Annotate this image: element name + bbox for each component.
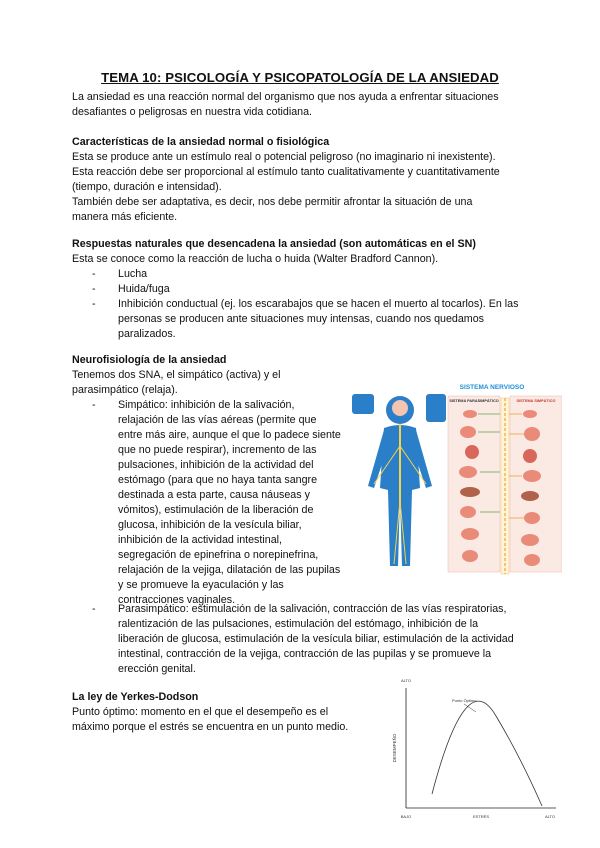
parasimpatico-line: intestinal, contracción de la vejiga, contracción de las pupilas y se promueve la (118, 648, 492, 660)
bullet-dash: - (92, 603, 96, 615)
figure-title: SISTEMA NERVIOSO (459, 384, 525, 391)
simpatico-line: pulsaciones, inhibición de la actividad del (118, 459, 314, 471)
simpatico-line: relajación de la vejiga, dilatación de las pupilas (118, 564, 341, 576)
parasimpatico-line: erección genital. (118, 663, 196, 675)
section-heading-caracteristicas: Características de la ansiedad normal o fisiológica (72, 136, 330, 148)
section3-intro: Tenemos dos SNA, el simpático (activa) y el (72, 369, 281, 381)
performance-curve (432, 701, 542, 806)
bullet-huida: Huida/fuga (118, 283, 170, 295)
bullet-inhibicion-cont: paralizados. (118, 328, 176, 340)
section-heading-yerkes-dodson: La ley de Yerkes-Dodson (72, 691, 199, 703)
intro-line-1: La ansiedad es una reacción normal del organismo que nos ayuda a enfrentar situaciones (72, 91, 499, 103)
section1-line: Esta se produce ante un estímulo real o potencial peligroso (no imaginario ni inexistente). (72, 151, 496, 163)
bullet-inhibicion: Inhibición conductual (ej. los escarabajos que se hacen el muerto al tocarlos). En las (118, 298, 519, 310)
parasimpatico-line: liberación de glucosa, estimulación de la vesícula biliar, estimulación de la actividad (118, 633, 514, 645)
sympathetic-header: SISTEMA SIMPÁTICO (516, 399, 556, 403)
bullet-dash: - (92, 268, 96, 280)
x-axis-left-label: BAJO (400, 814, 412, 819)
bullet-dash: - (92, 283, 96, 295)
simpatico-line: estómago (para que no haya tanta sangre (118, 474, 318, 486)
parasympathetic-header: SISTEMA PARASIMPÁTICO (449, 399, 499, 403)
x-axis-right-label: ALTO (544, 814, 556, 819)
bullet-inhibicion-cont: personas se producen ante situaciones muy intensas, cuando nos quedamos (118, 313, 484, 325)
simpatico-line: destinada a esta parte, causa náuseas y (118, 489, 310, 501)
simpatico-line: inhibición de la actividad intestinal, (118, 534, 282, 546)
simpatico-line: entre más aire, aunque el que lo padece siente (118, 429, 341, 441)
section-heading-respuestas: Respuestas naturales que desencadena la ansiedad (son automáticas en el SN) (72, 238, 476, 250)
parasimpatico-line: Parasimpático: estimulación de la salivación, contracción de las vías respiratorias, (118, 603, 507, 615)
section4-line: Punto óptimo: momento en el que el desempeño es el (72, 706, 329, 718)
section3-intro: parasimpático (relaja). (72, 384, 178, 396)
bullet-dash: - (92, 298, 96, 310)
intro-line-2: desafiantes o peligrosas en nuestra vida cotidiana. (72, 106, 313, 118)
simpatico-line: que no puede respirar), incremento de las (118, 444, 317, 456)
peak-label: Punto Óptimo (452, 698, 477, 703)
section4-line: máximo porque el estrés se encuentra en un punto medio. (72, 721, 349, 733)
bullet-dash: - (92, 399, 96, 411)
simpatico-line: y se promueve la eyaculación y las (118, 579, 284, 591)
parasimpatico-line: ralentización de las pulsaciones, estimulación del estómago, inhibición de la (118, 618, 479, 630)
x-axis-label: ESTRÉS (472, 814, 490, 819)
section2-intro: Esta se conoce como la reacción de lucha o huida (Walter Bradford Cannon). (72, 253, 439, 265)
section1-line: Esta reacción debe ser proporcional al estímulo tanto cualitativamente y cuantitativamente (72, 166, 500, 178)
sympathetic-panel (509, 396, 562, 572)
simpatico-line: glucosa, inhibición de la vesícula biliar, (118, 519, 302, 531)
section1-line: También debe ser adaptativa, es decir, nos debe permitir afrontar la situación de una (72, 196, 473, 208)
spinal-cord-icon (501, 398, 509, 574)
bullet-lucha: Lucha (118, 268, 148, 280)
yerkes-dodson-graph (384, 676, 564, 826)
simpatico-line: relajación de las vías aéreas (permite que (118, 414, 317, 426)
simpatico-line: segregación de epinefrina o norepinefrina, (118, 549, 319, 561)
y-axis-label: DESEMPEÑO (392, 733, 397, 763)
simpatico-line: vómitos), estimulación de la liberación de (118, 504, 314, 516)
y-axis-top-label: ALTO (400, 678, 412, 683)
parasympathetic-panel (448, 396, 500, 572)
page-title: TEMA 10: PSICOLOGÍA Y PSICOPATOLOGÍA DE LA ANSIEDAD (101, 70, 499, 85)
nervous-system-figure (350, 376, 562, 578)
section1-line: (tiempo, duración e intensidad). (72, 181, 222, 193)
simpatico-line: contracciones vaginales. (118, 594, 236, 606)
simpatico-line: Simpático: inhibición de la salivación, (118, 399, 295, 411)
section1-line: manera más eficiente. (72, 211, 178, 223)
section-heading-neurofisiologia: Neurofisiología de la ansiedad (72, 354, 227, 366)
